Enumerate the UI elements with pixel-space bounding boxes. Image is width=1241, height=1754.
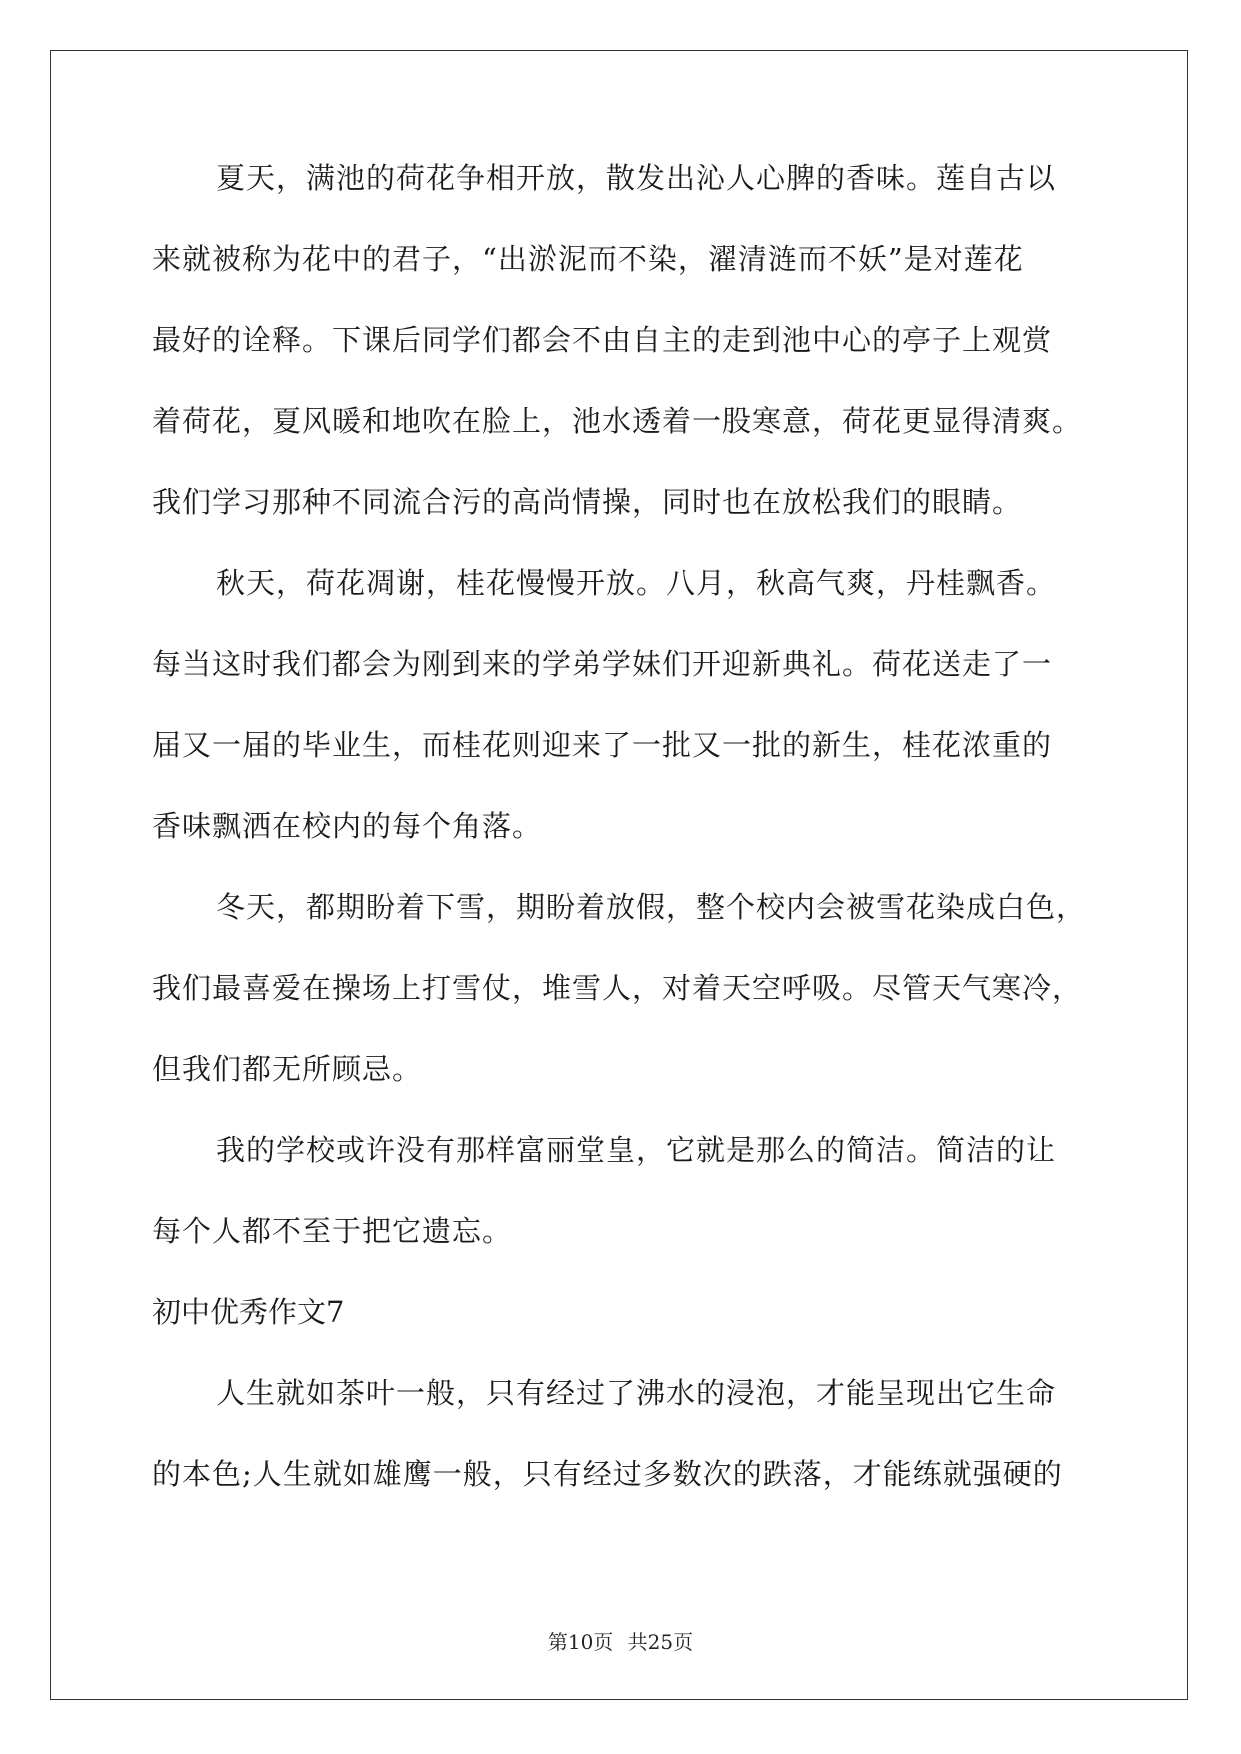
text-line: 我们学习那种不同流合污的高尚情操，同时也在放松我们的眼睛。 (152, 485, 1023, 519)
text-line: 但我们都无所顾忌。 (152, 1052, 423, 1086)
text-line: 来就被称为花中的君子，“出淤泥而不染，濯清涟而不妖”是对莲花 (152, 242, 1024, 276)
text-line: 秋天，荷花凋谢，桂花慢慢开放。八月，秋高气爽，丹桂飘香。 (216, 566, 1057, 600)
text-line: 我们最喜爱在操场上打雪仗，堆雪人，对着天空呼吸。尽管天气寒冷， (152, 971, 1083, 1005)
text-line: 届又一届的毕业生，而桂花则迎来了一批又一批的新生，桂花浓重的 (152, 728, 1053, 762)
text-line: 的本色;人生就如雄鹰一般，只有经过多数次的跌落，才能练就强硬的 (152, 1457, 1063, 1491)
text-line: 每个人都不至于把它遗忘。 (152, 1214, 513, 1248)
text-line: 着荷花，夏风暖和地吹在脸上，池水透着一股寒意，荷花更显得清爽。 (152, 404, 1083, 438)
page-footer (0, 1630, 1241, 1654)
text-line: 最好的诠释。下课后同学们都会不由自主的走到池中心的亭子上观赏 (152, 323, 1053, 357)
text-line: 香味飘洒在校内的每个角落。 (152, 809, 543, 843)
text-line: 每当这时我们都会为刚到来的学弟学妹们开迎新典礼。荷花送走了一 (152, 647, 1053, 681)
text-line: 人生就如茶叶一般，只有经过了沸水的浸泡，才能呈现出它生命 (216, 1376, 1057, 1410)
text-line: 冬天，都期盼着下雪，期盼着放假，整个校内会被雪花染成白色， (216, 890, 1087, 924)
page-number: 第10页 (547, 1630, 614, 1654)
text-line: 我的学校或许没有那样富丽堂皇，它就是那么的简洁。简洁的让 (216, 1133, 1057, 1167)
document-body (152, 160, 1092, 1537)
section-heading: 初中优秀作文7 (152, 1295, 345, 1329)
page-total: 共25页 (627, 1630, 694, 1654)
text-line: 夏天，满池的荷花争相开放，散发出沁人心脾的香味。莲自古以 (216, 161, 1057, 195)
